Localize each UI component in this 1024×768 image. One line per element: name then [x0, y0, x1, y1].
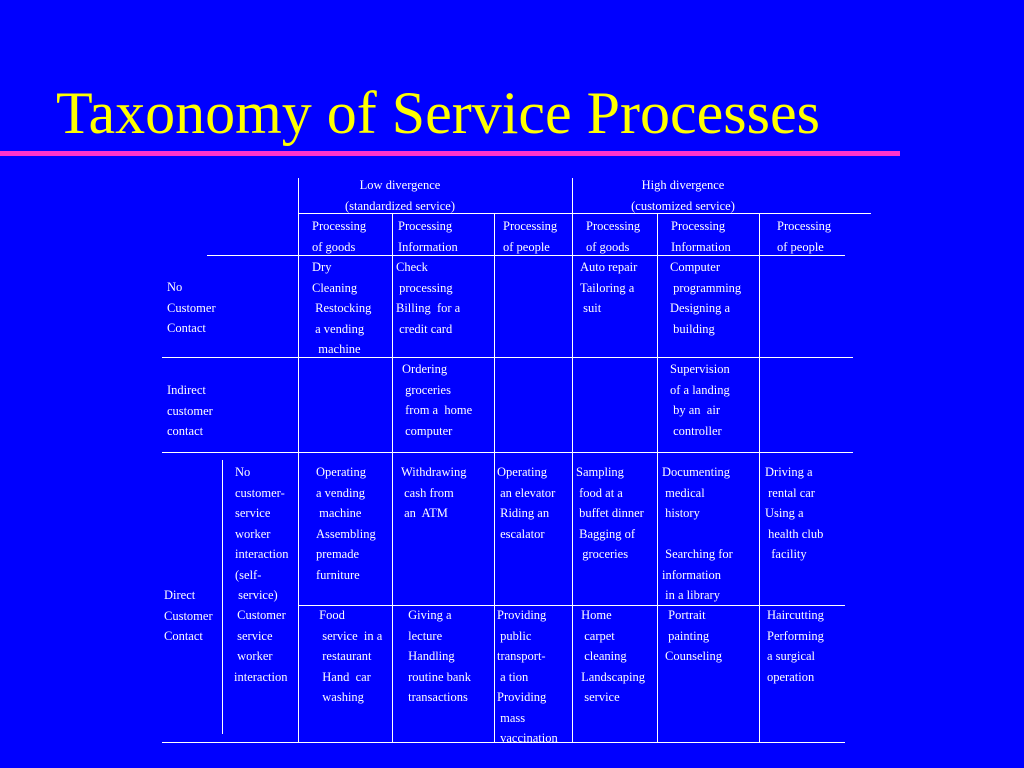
table-cell: Sampling food at a buffet dinner Bagging of groceries — [576, 465, 644, 561]
table-cell: Driving a rental car Using a health club facility — [765, 465, 824, 561]
col-header-high-goods: Processing of goods — [586, 219, 641, 254]
table-cell: Documenting medical history Searching for information in a library — [662, 465, 733, 602]
table-cell: Giving a lecture Handling routine bank transactions — [408, 608, 471, 704]
table-cell: Computer programming Designing a building — [670, 260, 742, 336]
col-header-high-people: Processing of people — [777, 219, 832, 254]
grid-line — [657, 214, 658, 742]
table-cell: Providing public transport- a tion Providing mass vaccination — [497, 608, 558, 745]
grid-line — [572, 178, 573, 742]
table-cell: Dry Cleaning Restocking a vending machine — [312, 260, 372, 356]
table-cell: Haircutting Performing a surgical operation — [767, 608, 824, 684]
table-cell: Check processing Billing for a credit card — [396, 260, 461, 336]
slide-title: Taxonomy of Service Processes — [56, 80, 820, 146]
row-label-direct: Direct Customer Contact — [164, 588, 213, 643]
subrow-label-self-service: No customer- service worker interaction (self- service) — [235, 465, 289, 602]
table-cell: Withdrawing cash from an ATM — [401, 465, 467, 520]
table-cell: Food service in a restaurant Hand car washing — [319, 608, 383, 704]
subrow-label-worker-interaction: Customer service worker interaction — [234, 608, 288, 684]
table-cell: Supervision of a landing by an air controller — [670, 362, 730, 438]
grid-line — [222, 460, 223, 734]
col-header-low-information: Processing Information — [398, 219, 458, 254]
col-header-low-people: Processing of people — [503, 219, 558, 254]
grid-line — [494, 214, 495, 742]
table-cell: Operating an elevator Riding an escalator — [497, 465, 556, 541]
table-cell: Auto repair Tailoring a suit — [580, 260, 638, 315]
grid-line — [298, 178, 299, 742]
table-cell: Ordering groceries from a home computer — [402, 362, 473, 438]
low-divergence-header: Low divergence (standardized service) — [344, 178, 455, 213]
grid-line — [162, 357, 853, 358]
col-header-low-goods: Processing of goods — [312, 219, 367, 254]
table-cell: Portrait painting Counseling — [665, 608, 722, 663]
row-label-indirect: Indirect customer contact — [167, 383, 213, 438]
title-underline — [0, 151, 900, 156]
grid-line — [392, 214, 393, 742]
table-cell: Operating a vending machine Assembling premade furniture — [316, 465, 376, 582]
row-label-no-contact: No Customer Contact — [167, 280, 216, 335]
high-divergence-header: High divergence (customized service) — [631, 178, 735, 213]
grid-line — [162, 452, 853, 453]
grid-line — [759, 214, 760, 742]
col-header-high-information: Processing Information — [671, 219, 731, 254]
table-cell: Home carpet cleaning Landscaping service — [581, 608, 645, 704]
